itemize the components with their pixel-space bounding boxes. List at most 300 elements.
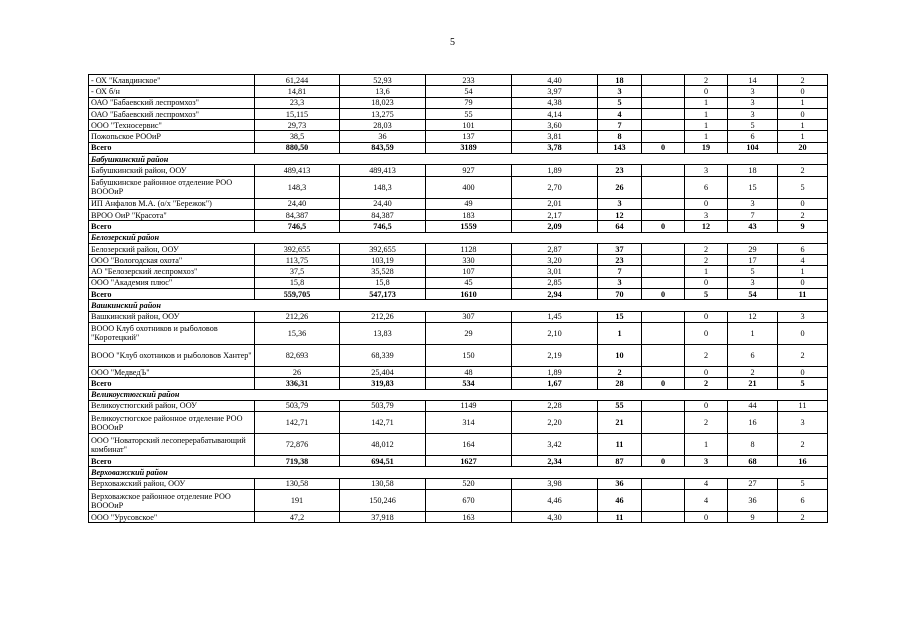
value-cell-2: 24,40 — [340, 198, 426, 209]
value-cell-9: 11 — [778, 289, 828, 300]
value-cell-9: 0 — [778, 198, 828, 209]
table-row — [89, 512, 828, 523]
value-cell-3: 48 — [426, 366, 512, 377]
organization-name-cell: Всего — [89, 221, 255, 232]
table-row — [89, 165, 828, 176]
organization-name-cell: - ОХ "Клавдинское" — [89, 75, 255, 86]
value-cell-6 — [642, 311, 685, 322]
value-cell-2: 503,79 — [340, 400, 426, 411]
value-cell-7: 19 — [685, 142, 728, 153]
value-cell-1: 37,5 — [255, 266, 340, 277]
value-cell-4: 1,89 — [512, 165, 598, 176]
organization-name-cell: Пожопьское РООиР — [89, 131, 255, 142]
value-cell-1: 113,75 — [255, 255, 340, 266]
organization-name-cell: Белозерский район, ООУ — [89, 243, 255, 254]
value-cell-9: 2 — [778, 165, 828, 176]
value-cell-6 — [642, 322, 685, 344]
value-cell-7: 2 — [685, 75, 728, 86]
value-cell-2: 48,012 — [340, 434, 426, 456]
value-cell-4: 3,97 — [512, 86, 598, 97]
value-cell-8: 104 — [728, 142, 778, 153]
district-name: Бабушкинский район — [89, 154, 828, 165]
value-cell-1: 489,413 — [255, 165, 340, 176]
value-cell-7: 5 — [685, 289, 728, 300]
value-cell-3: 3189 — [426, 142, 512, 153]
value-cell-7: 2 — [685, 255, 728, 266]
value-cell-9: 2 — [778, 344, 828, 366]
table-row — [89, 255, 828, 266]
hunting-grounds-table — [88, 74, 828, 523]
table-row — [89, 322, 828, 344]
value-cell-5: 1 — [598, 322, 642, 344]
table-row — [89, 86, 828, 97]
value-cell-3: 400 — [426, 176, 512, 198]
district-header-row — [89, 300, 828, 311]
value-cell-8: 6 — [728, 344, 778, 366]
value-cell-8: 14 — [728, 75, 778, 86]
value-cell-4: 1,67 — [512, 378, 598, 389]
value-cell-1: 746,5 — [255, 221, 340, 232]
value-cell-8: 5 — [728, 266, 778, 277]
value-cell-2: 489,413 — [340, 165, 426, 176]
value-cell-5: 4 — [598, 108, 642, 119]
value-cell-4: 2,10 — [512, 322, 598, 344]
value-cell-7: 2 — [685, 344, 728, 366]
value-cell-4: 2,17 — [512, 209, 598, 220]
value-cell-1: 23,3 — [255, 97, 340, 108]
value-cell-7: 2 — [685, 412, 728, 434]
table-row — [89, 176, 828, 198]
organization-name-cell: ОАО "Бабаевский леспромхоз" — [89, 108, 255, 119]
value-cell-5: 23 — [598, 255, 642, 266]
district-name: Верховажский район — [89, 467, 828, 478]
value-cell-3: 55 — [426, 108, 512, 119]
value-cell-3: 670 — [426, 490, 512, 512]
value-cell-6 — [642, 176, 685, 198]
value-cell-8: 1 — [728, 322, 778, 344]
value-cell-3: 183 — [426, 209, 512, 220]
value-cell-3: 1559 — [426, 221, 512, 232]
value-cell-4: 2,85 — [512, 277, 598, 288]
value-cell-9: 5 — [778, 176, 828, 198]
value-cell-5: 5 — [598, 97, 642, 108]
value-cell-1: 61,244 — [255, 75, 340, 86]
organization-name-cell: ВРОО ОиР "Красота" — [89, 209, 255, 220]
value-cell-8: 3 — [728, 198, 778, 209]
value-cell-2: 547,173 — [340, 289, 426, 300]
organization-name-cell: Бабушкинский район, ООУ — [89, 165, 255, 176]
value-cell-1: 212,26 — [255, 311, 340, 322]
value-cell-7: 4 — [685, 478, 728, 489]
value-cell-1: 503,79 — [255, 400, 340, 411]
value-cell-8: 54 — [728, 289, 778, 300]
value-cell-9: 3 — [778, 311, 828, 322]
value-cell-6 — [642, 478, 685, 489]
value-cell-6 — [642, 120, 685, 131]
organization-name-cell: Великоустюгское районное отделение РОО ВОООиР — [89, 412, 255, 434]
value-cell-1: 47,2 — [255, 512, 340, 523]
value-cell-1: 336,31 — [255, 378, 340, 389]
value-cell-7: 1 — [685, 120, 728, 131]
value-cell-7: 6 — [685, 176, 728, 198]
value-cell-5: 26 — [598, 176, 642, 198]
value-cell-4: 2,09 — [512, 221, 598, 232]
value-cell-9: 2 — [778, 75, 828, 86]
value-cell-3: 163 — [426, 512, 512, 523]
value-cell-4: 4,30 — [512, 512, 598, 523]
table-row — [89, 366, 828, 377]
value-cell-7: 1 — [685, 266, 728, 277]
value-cell-9: 6 — [778, 243, 828, 254]
value-cell-9: 5 — [778, 378, 828, 389]
district-header-row — [89, 154, 828, 165]
value-cell-8: 9 — [728, 512, 778, 523]
value-cell-3: 101 — [426, 120, 512, 131]
value-cell-2: 103,19 — [340, 255, 426, 266]
value-cell-8: 18 — [728, 165, 778, 176]
organization-name-cell: Всего — [89, 142, 255, 153]
value-cell-2: 392,655 — [340, 243, 426, 254]
value-cell-3: 927 — [426, 165, 512, 176]
value-cell-6 — [642, 344, 685, 366]
value-cell-7: 4 — [685, 490, 728, 512]
organization-name-cell: Вашкинский район, ООУ — [89, 311, 255, 322]
table-row — [89, 108, 828, 119]
value-cell-5: 10 — [598, 344, 642, 366]
value-cell-5: 143 — [598, 142, 642, 153]
value-cell-8: 2 — [728, 366, 778, 377]
value-cell-3: 29 — [426, 322, 512, 344]
value-cell-8: 44 — [728, 400, 778, 411]
value-cell-6 — [642, 512, 685, 523]
value-cell-8: 43 — [728, 221, 778, 232]
value-cell-8: 36 — [728, 490, 778, 512]
total-row — [89, 289, 828, 300]
table-row — [89, 209, 828, 220]
value-cell-5: 64 — [598, 221, 642, 232]
value-cell-6: 0 — [642, 221, 685, 232]
value-cell-4: 3,60 — [512, 120, 598, 131]
value-cell-6 — [642, 412, 685, 434]
value-cell-6 — [642, 243, 685, 254]
value-cell-3: 54 — [426, 86, 512, 97]
total-row — [89, 221, 828, 232]
value-cell-8: 3 — [728, 97, 778, 108]
value-cell-7: 1 — [685, 108, 728, 119]
table-row — [89, 344, 828, 366]
value-cell-5: 2 — [598, 366, 642, 377]
value-cell-1: 191 — [255, 490, 340, 512]
value-cell-7: 0 — [685, 277, 728, 288]
value-cell-7: 1 — [685, 97, 728, 108]
value-cell-8: 3 — [728, 86, 778, 97]
value-cell-8: 8 — [728, 434, 778, 456]
value-cell-3: 330 — [426, 255, 512, 266]
value-cell-7: 0 — [685, 322, 728, 344]
value-cell-2: 150,246 — [340, 490, 426, 512]
value-cell-2: 694,51 — [340, 456, 426, 467]
value-cell-2: 37,918 — [340, 512, 426, 523]
value-cell-6 — [642, 165, 685, 176]
value-cell-3: 49 — [426, 198, 512, 209]
table-row — [89, 243, 828, 254]
value-cell-4: 4,38 — [512, 97, 598, 108]
value-cell-8: 16 — [728, 412, 778, 434]
organization-name-cell: Бабушкинское районное отделение РОО ВОООиР — [89, 176, 255, 198]
value-cell-5: 36 — [598, 478, 642, 489]
value-cell-8: 3 — [728, 277, 778, 288]
value-cell-9: 20 — [778, 142, 828, 153]
value-cell-4: 3,78 — [512, 142, 598, 153]
organization-name-cell: Всего — [89, 378, 255, 389]
district-name: Великоустюгский район — [89, 389, 828, 400]
value-cell-6 — [642, 97, 685, 108]
district-header-row — [89, 389, 828, 400]
value-cell-1: 142,71 — [255, 412, 340, 434]
value-cell-9: 9 — [778, 221, 828, 232]
organization-name-cell: Всего — [89, 456, 255, 467]
organization-name-cell: ООО "Вологодская охота" — [89, 255, 255, 266]
value-cell-5: 11 — [598, 512, 642, 523]
value-cell-2: 52,93 — [340, 75, 426, 86]
value-cell-5: 7 — [598, 120, 642, 131]
value-cell-2: 843,59 — [340, 142, 426, 153]
value-cell-9: 2 — [778, 209, 828, 220]
value-cell-8: 3 — [728, 108, 778, 119]
value-cell-9: 6 — [778, 490, 828, 512]
value-cell-5: 18 — [598, 75, 642, 86]
value-cell-3: 150 — [426, 344, 512, 366]
value-cell-8: 5 — [728, 120, 778, 131]
organization-name-cell: ООО "Техносервис" — [89, 120, 255, 131]
value-cell-1: 38,5 — [255, 131, 340, 142]
value-cell-6 — [642, 434, 685, 456]
value-cell-9: 1 — [778, 97, 828, 108]
table-row — [89, 266, 828, 277]
value-cell-7: 2 — [685, 243, 728, 254]
table-row — [89, 97, 828, 108]
organization-name-cell: ООО "Академия плюс" — [89, 277, 255, 288]
value-cell-7: 0 — [685, 86, 728, 97]
value-cell-2: 319,83 — [340, 378, 426, 389]
value-cell-2: 13,83 — [340, 322, 426, 344]
table-row — [89, 412, 828, 434]
organization-name-cell: ВООО "Клуб охотников и рыболовов Хантер" — [89, 344, 255, 366]
value-cell-4: 2,28 — [512, 400, 598, 411]
value-cell-9: 16 — [778, 456, 828, 467]
value-cell-5: 3 — [598, 198, 642, 209]
value-cell-1: 559,705 — [255, 289, 340, 300]
value-cell-3: 520 — [426, 478, 512, 489]
value-cell-8: 15 — [728, 176, 778, 198]
value-cell-8: 29 — [728, 243, 778, 254]
value-cell-5: 70 — [598, 289, 642, 300]
value-cell-9: 0 — [778, 86, 828, 97]
value-cell-4: 2,70 — [512, 176, 598, 198]
value-cell-4: 2,19 — [512, 344, 598, 366]
organization-name-cell: ООО "Новаторский лесоперерабатывающий комбинат" — [89, 434, 255, 456]
value-cell-6: 0 — [642, 378, 685, 389]
value-cell-5: 12 — [598, 209, 642, 220]
value-cell-1: 24,40 — [255, 198, 340, 209]
organization-name-cell: Верховажский район, ООУ — [89, 478, 255, 489]
organization-name-cell: Верховажское районное отделение РОО ВОООиР — [89, 490, 255, 512]
value-cell-3: 1149 — [426, 400, 512, 411]
value-cell-8: 12 — [728, 311, 778, 322]
value-cell-3: 1128 — [426, 243, 512, 254]
value-cell-4: 3,98 — [512, 478, 598, 489]
district-name: Вашкинский район — [89, 300, 828, 311]
district-header-row — [89, 467, 828, 478]
value-cell-6 — [642, 86, 685, 97]
value-cell-9: 1 — [778, 266, 828, 277]
value-cell-4: 3,42 — [512, 434, 598, 456]
value-cell-4: 4,40 — [512, 75, 598, 86]
value-cell-6 — [642, 277, 685, 288]
value-cell-7: 12 — [685, 221, 728, 232]
value-cell-6: 0 — [642, 289, 685, 300]
table-row — [89, 400, 828, 411]
page-number: 5 — [450, 37, 455, 48]
value-cell-2: 142,71 — [340, 412, 426, 434]
value-cell-7: 0 — [685, 198, 728, 209]
value-cell-4: 2,87 — [512, 243, 598, 254]
value-cell-9: 0 — [778, 322, 828, 344]
value-cell-4: 1,89 — [512, 366, 598, 377]
value-cell-5: 3 — [598, 277, 642, 288]
value-cell-4: 4,14 — [512, 108, 598, 119]
organization-name-cell: ООО "МедведЪ" — [89, 366, 255, 377]
value-cell-1: 15,115 — [255, 108, 340, 119]
value-cell-5: 7 — [598, 266, 642, 277]
organization-name-cell: ООО "Урусовское" — [89, 512, 255, 523]
value-cell-9: 0 — [778, 366, 828, 377]
district-header-row — [89, 232, 828, 243]
value-cell-7: 1 — [685, 434, 728, 456]
value-cell-6 — [642, 400, 685, 411]
value-cell-8: 6 — [728, 131, 778, 142]
value-cell-9: 5 — [778, 478, 828, 489]
value-cell-1: 84,387 — [255, 209, 340, 220]
value-cell-1: 14,81 — [255, 86, 340, 97]
organization-name-cell: - ОХ б/н — [89, 86, 255, 97]
value-cell-6 — [642, 266, 685, 277]
value-cell-7: 3 — [685, 209, 728, 220]
table-row — [89, 75, 828, 86]
organization-name-cell: Великоустюгский район, ООУ — [89, 400, 255, 411]
table-row — [89, 311, 828, 322]
value-cell-1: 880,50 — [255, 142, 340, 153]
value-cell-2: 746,5 — [340, 221, 426, 232]
organization-name-cell: Всего — [89, 289, 255, 300]
value-cell-1: 82,693 — [255, 344, 340, 366]
value-cell-1: 72,876 — [255, 434, 340, 456]
organization-name-cell: ИП Анфалов М.А. (о/х "Бережок") — [89, 198, 255, 209]
value-cell-7: 0 — [685, 311, 728, 322]
organization-name-cell: АО "Белозерский леспромхоз" — [89, 266, 255, 277]
value-cell-6 — [642, 75, 685, 86]
value-cell-5: 55 — [598, 400, 642, 411]
value-cell-2: 212,26 — [340, 311, 426, 322]
value-cell-5: 87 — [598, 456, 642, 467]
value-cell-2: 148,3 — [340, 176, 426, 198]
value-cell-4: 1,45 — [512, 311, 598, 322]
value-cell-5: 23 — [598, 165, 642, 176]
organization-name-cell: ОАО "Бабаевский леспромхоз" — [89, 97, 255, 108]
value-cell-3: 79 — [426, 97, 512, 108]
value-cell-2: 35,528 — [340, 266, 426, 277]
table-row — [89, 131, 828, 142]
value-cell-6 — [642, 198, 685, 209]
value-cell-4: 2,20 — [512, 412, 598, 434]
value-cell-9: 0 — [778, 108, 828, 119]
value-cell-9: 1 — [778, 131, 828, 142]
value-cell-9: 1 — [778, 120, 828, 131]
value-cell-6 — [642, 366, 685, 377]
value-cell-2: 28,03 — [340, 120, 426, 131]
value-cell-3: 107 — [426, 266, 512, 277]
table-row — [89, 277, 828, 288]
value-cell-3: 314 — [426, 412, 512, 434]
value-cell-9: 0 — [778, 277, 828, 288]
value-cell-9: 2 — [778, 434, 828, 456]
value-cell-8: 17 — [728, 255, 778, 266]
value-cell-1: 26 — [255, 366, 340, 377]
value-cell-5: 21 — [598, 412, 642, 434]
value-cell-6 — [642, 255, 685, 266]
value-cell-2: 13,6 — [340, 86, 426, 97]
value-cell-3: 45 — [426, 277, 512, 288]
value-cell-4: 3,20 — [512, 255, 598, 266]
value-cell-5: 28 — [598, 378, 642, 389]
value-cell-7: 0 — [685, 400, 728, 411]
value-cell-3: 137 — [426, 131, 512, 142]
value-cell-2: 84,387 — [340, 209, 426, 220]
value-cell-1: 719,38 — [255, 456, 340, 467]
value-cell-6: 0 — [642, 142, 685, 153]
table-row — [89, 490, 828, 512]
value-cell-8: 27 — [728, 478, 778, 489]
value-cell-1: 148,3 — [255, 176, 340, 198]
value-cell-6 — [642, 108, 685, 119]
value-cell-5: 46 — [598, 490, 642, 512]
value-cell-1: 15,36 — [255, 322, 340, 344]
organization-name-cell: ВООО Клуб охотников и рыболовов "Коротецкий" — [89, 322, 255, 344]
value-cell-4: 4,46 — [512, 490, 598, 512]
value-cell-9: 11 — [778, 400, 828, 411]
value-cell-7: 3 — [685, 165, 728, 176]
district-name: Белозерский район — [89, 232, 828, 243]
total-row — [89, 142, 828, 153]
value-cell-2: 18,023 — [340, 97, 426, 108]
total-row — [89, 456, 828, 467]
value-cell-4: 2,94 — [512, 289, 598, 300]
value-cell-6 — [642, 490, 685, 512]
value-cell-5: 11 — [598, 434, 642, 456]
value-cell-2: 15,8 — [340, 277, 426, 288]
value-cell-3: 164 — [426, 434, 512, 456]
value-cell-5: 15 — [598, 311, 642, 322]
value-cell-5: 3 — [598, 86, 642, 97]
table-row — [89, 198, 828, 209]
value-cell-2: 130,58 — [340, 478, 426, 489]
value-cell-7: 2 — [685, 378, 728, 389]
value-cell-3: 1627 — [426, 456, 512, 467]
value-cell-6 — [642, 209, 685, 220]
value-cell-8: 7 — [728, 209, 778, 220]
value-cell-5: 37 — [598, 243, 642, 254]
value-cell-4: 3,81 — [512, 131, 598, 142]
